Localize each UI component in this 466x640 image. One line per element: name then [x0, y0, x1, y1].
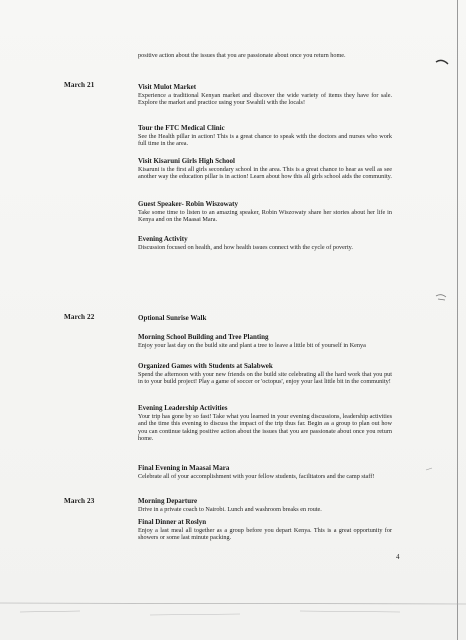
date-march-23: March 23	[64, 497, 95, 505]
entry-body: Spend the afternoon with your new friends on the build site celebrating all the hard work that you put in to your build project! Play a game of soccer or 'octopus', enjoy your last little bit in the community!	[138, 370, 392, 386]
entry-body: Enjoy a last meal all together as a group before you depart Kenya. This is a great opportunity for showers or some last minute packing.	[138, 526, 392, 542]
bottom-scan-smudge	[20, 611, 80, 612]
entry-title: Final Evening in Maasai Mara	[138, 464, 230, 472]
bottom-scan-smudge	[150, 614, 240, 615]
entry-title: Visit Kisaruni Girls High School	[138, 157, 235, 165]
entry-title: Visit Mulot Market	[138, 83, 197, 91]
page-number: 4	[396, 553, 400, 561]
entry-title: Evening Activity	[138, 235, 188, 243]
entry-body: See the Health pillar in action! This is a great chance to speak with the doctors and nurses who work full time in the area.	[138, 132, 392, 148]
entry-title: Morning School Building and Tree Planting	[138, 333, 269, 341]
entry-title: Guest Speaker- Robin Wiszowaty	[138, 200, 239, 208]
intro-text: positive action about the issues that you are passionate about once you return home.	[138, 52, 346, 59]
entry-body: Take some time to listen to an amazing speaker, Robin Wiszowaty share her stories about her life in Kenya and on the Maasai Mara.	[138, 208, 392, 224]
entry-body: Experience a traditional Kenyan market and discover the wide variety of items they have for sale. Explore the market and practice using your Swahili with the locals!	[138, 91, 392, 107]
entry-title: Evening Leadership Activities	[138, 404, 228, 412]
entry-body: Enjoy your last day on the build site and plant a tree to leave a little bit of yourself in Kenya	[138, 341, 366, 349]
margin-mark-middle	[436, 295, 446, 300]
entry-title: Morning Departure	[138, 497, 198, 505]
bottom-scan-line	[0, 603, 466, 604]
entry-title: Final Dinner at Roslyn	[138, 518, 207, 526]
entry-body: Kisaruni is the first all girls secondary school in the area. This is a great chance to hear as well as see another way the education pillar is in action! Learn about how this all girls school aids the community.	[138, 165, 392, 181]
entry-title: Tour the FTC Medical Clinic	[138, 124, 225, 132]
entry-title: Optional Sunrise Walk	[138, 314, 207, 322]
entry-title: Organized Games with Students at Salabwek	[138, 362, 273, 370]
entry-body: Your trip has gone by so fast! Take what you learned in your evening discussions, leadership activities and the time this evening to discuss the impact of the trip thus far. Begin as a group to plan out how you can continue taking positive action about the issues that you are passionate about once you return home.	[138, 412, 392, 443]
margin-mark-lower	[426, 468, 432, 470]
corner-mark-top	[436, 60, 448, 64]
entry-body: Discussion focused on health, and how health issues connect with the cycle of poverty.	[138, 243, 353, 251]
date-march-22: March 22	[64, 313, 95, 321]
date-march-21: March 21	[64, 81, 95, 89]
entry-body: Drive in a private coach to Nairobi. Lunch and washroom breaks en route.	[138, 505, 322, 513]
bottom-scan-smudge	[300, 611, 400, 612]
entry-body: Celebrate all of your accomplishment with your fellow students, facilitators and the camp staff!	[138, 472, 375, 480]
